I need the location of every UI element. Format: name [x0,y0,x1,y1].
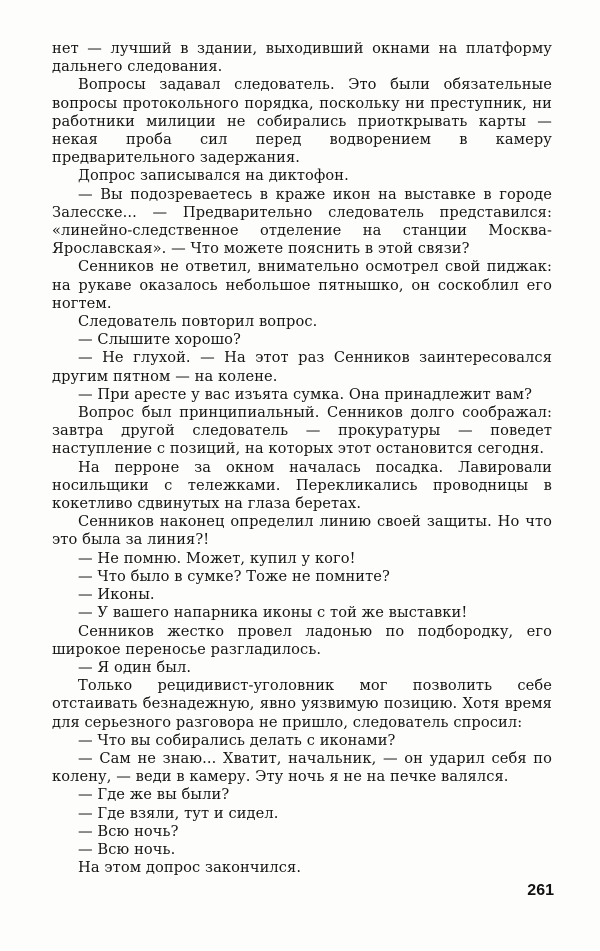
paragraph: — Что вы собирались делать с иконами? [78,731,396,749]
paragraph: — Сам не знаю... Хватит, начальник, — он ударил себя по колену, — веди в камеру. Эту ночь я не на печке валялся. [52,749,552,786]
page-number: 261 [527,882,554,899]
paragraph: — Что было в сумке? Тоже не помните? [78,567,390,585]
paragraph: Допрос записывался на диктофон. [78,167,349,185]
paragraph: — У вашего напарника иконы с той же выставки! [78,604,468,622]
paragraph: На перроне за окном началась посадка. Лавировали носильщики с тележками. Перекликались проводницы в кокетливо сдвинутых на глаза беретах. [52,458,552,513]
paragraph: Следователь повторил вопрос. [78,313,318,331]
paragraph: Сенников не ответил, внимательно осмотрел свой пиджак: на рукаве оказалось небольшое пятнышко, он соскоблил его ногтем. [52,258,552,312]
paragraph: — Слышите хорошо? [78,331,241,349]
paragraph: — Всю ночь? [78,822,179,840]
body-text [52,40,552,877]
paragraph: — Вы подозреваетесь в краже икон на выставке в городе Залесске... — Предварительно следователь представился: «линейно-следственное отделение на станции Москва-Ярославская». — Что можете пояснить в этой связи? [52,185,552,258]
paragraph: — Не глухой. — На этот раз Сенников заинтересовался другим пятном — на колене. [52,349,552,385]
paragraph: — Где же вы были? [78,786,230,804]
paragraph: Сенников жестко провел ладонью по подбородку, его широкое переносье разгладилось. [52,622,552,658]
paragraph: Вопрос был принципиальный. Сенников долго соображал: завтра другой следователь — прокуратуры — поведет наступление с позиций, на которых этот остановится сегодня. [52,404,552,458]
paragraph: — Не помню. Может, купил у кого! [78,549,356,567]
paragraph: — Иконы. [78,586,155,604]
paragraph: Только рецидивист-уголовник мог позволить себе отстаивать безнадежную, явно уязвимую позицию. Хотя время для серьезного разговора не пришло, следователь спросил: [52,677,552,731]
paragraph: — При аресте у вас изъята сумка. Она принадлежит вам? [78,385,533,403]
paragraph: — Я один был. [78,658,192,676]
paragraph: На этом допрос закончился. [78,859,302,877]
paragraph: нет — лучший в здании, выходивший окнами на платформу дальнего следования. [52,40,552,76]
paragraph: — Где взяли, тут и сидел. [78,804,279,822]
paragraph: — Всю ночь. [78,840,176,858]
paragraph: Сенников наконец определил линию своей защиты. Но что это была за линия?! [52,513,552,549]
paragraph: Вопросы задавал следователь. Это были обязательные вопросы протокольного порядка, поскольку ни преступник, ни работники милиции не собирались приоткрывать карты — некая проба сил перед водворением в камеру предварительного задержания. [52,76,552,167]
